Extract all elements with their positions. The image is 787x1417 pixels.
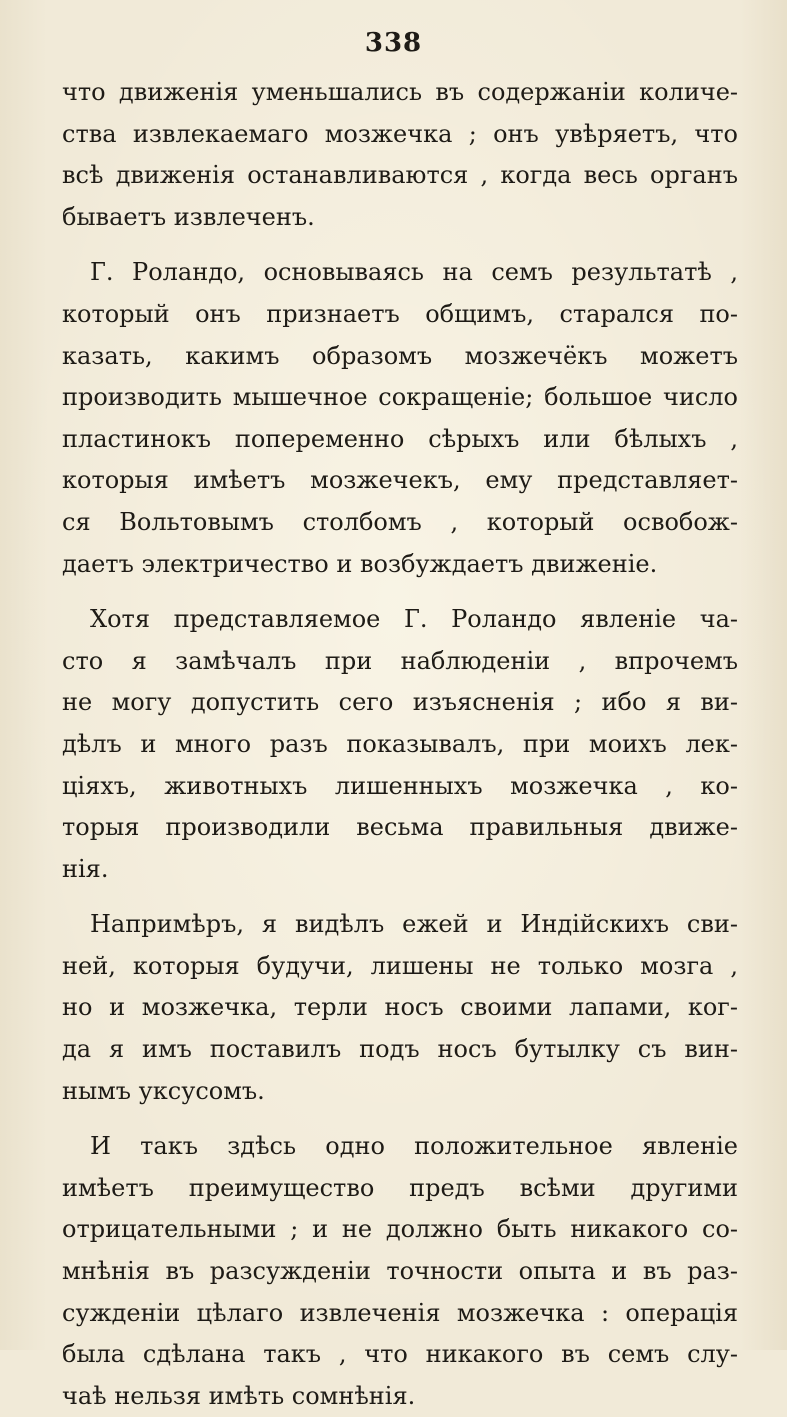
text-line: бываетъ извлеченъ. xyxy=(62,202,315,231)
text-line: казать, какимъ образомъ мозжечёкъ можетъ xyxy=(62,341,738,370)
text-line: сто я замѣчалъ при наблюденіи , впрочемъ xyxy=(62,646,738,675)
text-line: да я имъ поставилъ подъ носъ бутылку съ вин- xyxy=(62,1035,738,1064)
text-line: пластинокъ попеременно сѣрыхъ или бѣлыхъ , xyxy=(62,424,738,453)
text-line: ства извлекаемаго мозжечка ; онъ увѣряетъ, что xyxy=(62,119,738,148)
text-line: даетъ электричество и возбуждаетъ движеніе. xyxy=(62,549,658,578)
text-line: всѣ движенія останавливаются , когда весь органъ xyxy=(62,161,738,190)
body-text xyxy=(62,72,738,1417)
text-line: производить мышечное сокращеніе; большое число xyxy=(62,383,738,412)
paragraph-gap xyxy=(62,585,738,599)
text-line: не могу допустить сего изъясненія ; ибо я ви- xyxy=(62,688,738,717)
text-line: дѣлъ и много разъ показывалъ, при моихъ лек- xyxy=(62,729,738,758)
text-line: Г. Роландо, основываясь на семъ результатѣ , xyxy=(90,258,738,287)
text-line: сужденіи цѣлаго извлеченія мозжечка : операція xyxy=(62,1298,738,1327)
text-line: который онъ признаетъ общимъ, старался по- xyxy=(62,299,738,328)
paragraph xyxy=(62,599,738,890)
text-line: ціяхъ, животныхъ лишенныхъ мозжечка , ко- xyxy=(62,771,738,800)
text-line: которыя имѣетъ мозжечекъ, ему представляет- xyxy=(62,466,738,495)
text-line: чаѣ нельзя имѣть сомнѣнія. xyxy=(62,1381,416,1410)
text-line: но и мозжечка, терли носъ своими лапами, ког- xyxy=(62,993,738,1022)
paragraph-gap xyxy=(62,238,738,252)
text-line: Хотя представляемое Г. Роландо явленіе ча- xyxy=(90,605,738,634)
paragraph xyxy=(62,252,738,585)
paragraph-gap xyxy=(62,1112,738,1126)
text-line: что движенія уменьшались въ содержаніи количе- xyxy=(62,78,738,106)
paragraph xyxy=(62,1126,738,1417)
text-line: отрицательными ; и не должно быть никакого со- xyxy=(62,1215,738,1244)
paragraph-gap xyxy=(62,890,738,904)
text-line: мнѣнія въ разсужденіи точности опыта и въ раз- xyxy=(62,1257,738,1286)
text-line: нія. xyxy=(62,854,109,883)
text-line: имѣетъ преимущество предъ всѣми другими xyxy=(62,1173,738,1202)
text-line: торыя производили весьма правильныя движе- xyxy=(62,813,738,842)
text-line: И такъ здѣсь одно положительное явленіе xyxy=(90,1132,738,1161)
paragraph xyxy=(62,904,738,1112)
text-line: была сдѣлана такъ , что никакого въ семъ слу- xyxy=(62,1340,738,1369)
paragraph xyxy=(62,72,738,238)
page-number: 338 xyxy=(364,28,423,58)
text-line: ся Вольтовымъ столбомъ , который освобож- xyxy=(62,507,738,536)
text-line: ней, которыя будучи, лишены не только мозга , xyxy=(62,951,738,980)
text-line: нымъ уксусомъ. xyxy=(62,1076,265,1105)
text-line: Напримѣръ, я видѣлъ ежей и Индійскихъ сви- xyxy=(90,910,738,939)
